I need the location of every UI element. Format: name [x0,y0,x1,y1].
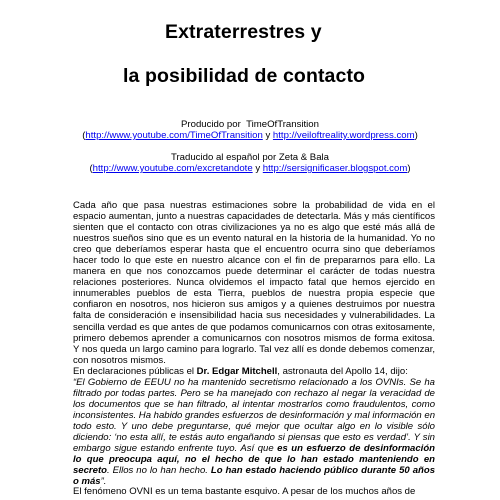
paragraph-2-intro-line [73,366,435,377]
role-text: , astronauta del Apollo 14, dijo: [277,366,408,377]
paren-close: ) [414,130,418,141]
quote-bold-1: es un esfuerzo de desinformación lo que preocupa aquí, no el hecho de que lo han estado manteniendo en secreto [73,443,435,477]
produced-label: Producido por [181,119,241,130]
mitchell-quote [73,377,435,487]
paren-open: ( [82,130,86,141]
title-line-1: Extraterrestres y [165,21,322,43]
paragraph-1-text: Cada año que pasa nuestras estimaciones sobre la probabilidad de vida en el espacio aumentan, junto a nuestras capacidades de detectarla. Más y más científicos sienten que el contacto con otras civilizaciones ya no es algo que esté más allá de nuestros sueños sino que es un evento natural en la historia de la humanidad. Yo no creo que deberíamos esperar hasta que el encuentro ocurra sino que deberíamos hacer todo lo que este en nuestro alcance con el fin de prepararnos para ello. La manera en que nos conozcamos puede determinar el carácter de todas nuestra relaciones posteriores. Nunca olvidemos el impacto fatal que hemos ejercido en innumerables pueblos de esta Tierra, pueblos de nuestra propia especie que confiaron en nosotros, nos hicieron sus amigos y a quienes destruimos por nuestra falta de consideración e insensibilidad hacia sus necesidades y vulnerabilidades. La sencilla verdad es que antes de que podamos comunicarnos con otras exitosamente, primero debemos aprender a comunicarnos con nosotros mismos de forma exitosa. Y nos queda un largo camino para lograrlo. Tal vez allí es donde debemos comenzar, con nosotros mismos. [73,200,435,366]
title-line-2: la posibilidad de contacto [123,65,366,87]
quote-text-2: . Ellos no lo han hecho. [106,465,211,477]
quote-text-1: “El Gobierno de EEUU no ha mantenido secretismo relacionado a los OVNIs. Se ha filtrado por todas partes. Pero se ha manejado con rechazo al negar la veracidad de los documentos que se han filtrado, al intentar mostrarlos como fraudulentos, como inconsistentes. Ha habido grandes esfuerzos de desinformación y mal información en todo esto. Y uno debe preguntarse, qué mejor que ocultar algo en lo visible sólo diciendo: ‘no esta allí, te estás auto engañando si piensas que esto es verdad’. Y sin embargo sigue estando enfrente tuyo. Así que [73,377,435,455]
paragraph-2 [73,366,435,488]
produced-by-line [0,119,500,130]
producer-links-line [0,130,500,141]
paren-open: ( [89,163,93,174]
intro-text: En declaraciones públicas el [73,366,197,377]
veiloftreality-link[interactable]: http://veiloftreality.wordpress.com [272,130,415,141]
sersignificaser-link[interactable]: http://sersignificaser.blogspot.com [262,163,408,174]
youtube-excretandote-link[interactable]: http://www.youtube.com/excretandote [92,163,253,174]
and-text: y [262,130,273,141]
paragraph-3-text: El fenómeno OVNI es un tema bastante esquivo. A pesar de los muchos años de [73,486,416,497]
producer-name: TimeOfTransition [246,119,319,130]
paren-close: ) [407,163,411,174]
youtube-timeoftransition-link[interactable]: http://www.youtube.com/TimeOfTransition [85,130,263,141]
paragraph-1 [73,200,435,366]
and-text: y [252,163,263,174]
mitchell-name: Dr. Edgar Mitchell [196,366,278,377]
translator-links-line [0,163,500,174]
quote-end: ”. [100,476,107,488]
quote-bold-2: Lo han estado haciendo público durante 50 años o más [73,465,436,488]
paragraph-3 [73,486,435,497]
translated-by-line: Traducido al español por Zeta & Bala [170,152,330,163]
